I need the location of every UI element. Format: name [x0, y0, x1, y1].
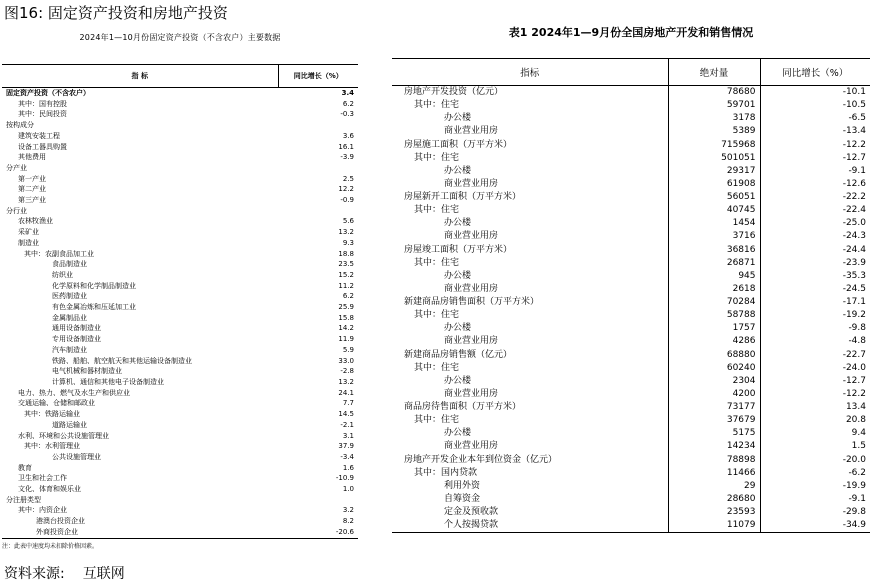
row-yoy: -22.2 — [760, 191, 870, 204]
table-row — [392, 467, 870, 480]
row-value: 2.5 — [342, 174, 354, 183]
table-row — [2, 109, 358, 120]
row-absolute: 58788 — [668, 309, 760, 322]
row-absolute: 56051 — [668, 191, 760, 204]
row-yoy: -9.1 — [760, 165, 870, 178]
row-label: 固定资产投资（不含农户） — [6, 89, 90, 97]
row-yoy: -34.9 — [760, 519, 870, 533]
row-label: 新建商品房销售额（亿元） — [404, 349, 513, 360]
row-label: 电气机械和器材制造业 — [52, 367, 122, 376]
table-row — [392, 388, 870, 401]
table-row — [392, 440, 870, 453]
row-absolute: 715968 — [668, 139, 760, 152]
table-row — [2, 377, 358, 388]
row-value: -20.6 — [278, 527, 358, 538]
row-absolute: 70284 — [668, 296, 760, 309]
row-label: 个人按揭贷款 — [392, 519, 668, 533]
row-label: 分行业 — [6, 206, 27, 215]
row-label: 金属制品业 — [52, 313, 87, 322]
row-value: 33.0 — [338, 356, 354, 365]
row-label: 按构成分 — [6, 121, 34, 130]
table-row — [2, 120, 358, 131]
table-row — [392, 480, 870, 493]
row-yoy: -12.2 — [760, 388, 870, 401]
table-row — [2, 270, 358, 281]
row-absolute: 2618 — [668, 283, 760, 296]
table-row — [392, 125, 870, 138]
row-label: 商业营业用房 — [444, 126, 499, 137]
row-label: 自筹资金 — [444, 493, 481, 504]
left-table-subtitle: 2024年1—10月份固定资产投资（不含农户）主要数据 — [79, 33, 281, 42]
row-absolute: 78680 — [668, 86, 760, 100]
row-absolute: 37679 — [668, 414, 760, 427]
table-row — [2, 334, 358, 345]
row-label: 医药制造业 — [52, 292, 87, 301]
row-label: 制造业 — [18, 238, 39, 247]
row-value: 11.2 — [338, 281, 354, 290]
row-absolute: 61908 — [668, 178, 760, 191]
row-value: 37.9 — [338, 442, 354, 451]
table-row — [392, 152, 870, 165]
row-yoy: -22.7 — [760, 349, 870, 362]
row-value: 6.2 — [342, 99, 354, 108]
table-row — [392, 309, 870, 322]
row-yoy: 9.4 — [760, 427, 870, 440]
table-row — [2, 216, 358, 227]
row-absolute: 5175 — [668, 427, 760, 440]
row-absolute: 501051 — [668, 152, 760, 165]
row-value: 5.9 — [342, 345, 354, 354]
row-value: -3.4 — [340, 452, 354, 461]
row-label: 外商投资企业 — [2, 527, 278, 538]
row-value: 9.3 — [342, 238, 354, 247]
left-header-yoy: 同比增长（%） — [278, 65, 358, 88]
table-row — [2, 88, 358, 99]
row-yoy: -19.9 — [760, 480, 870, 493]
row-absolute: 23593 — [668, 506, 760, 519]
row-yoy: -17.1 — [760, 296, 870, 309]
row-absolute: 60240 — [668, 362, 760, 375]
row-label: 其中：铁路运输业 — [24, 410, 80, 419]
right-header-absolute: 绝对量 — [668, 59, 760, 86]
table-row — [392, 139, 870, 152]
table-row — [2, 291, 358, 302]
right-header-indicator: 指标 — [392, 59, 668, 86]
table-row — [2, 313, 358, 324]
table-row — [2, 152, 358, 163]
row-yoy: -24.4 — [760, 244, 870, 257]
row-label: 房屋施工面积（万平方米） — [404, 139, 513, 150]
table-row — [392, 506, 870, 519]
row-label: 新建商品房销售面积（万平方米） — [404, 297, 540, 307]
table-row — [392, 454, 870, 467]
row-label: 其中：住宅 — [414, 257, 460, 268]
row-label: 商业营业用房 — [444, 231, 499, 242]
row-label: 专用设备制造业 — [52, 335, 101, 344]
row-label: 化学原料和化学制品制造业 — [52, 281, 136, 290]
row-yoy: -12.7 — [760, 152, 870, 165]
real-estate-table — [392, 58, 870, 533]
table-row — [2, 281, 358, 292]
row-label: 办公楼 — [444, 218, 472, 229]
row-value — [278, 120, 358, 131]
row-absolute: 14234 — [668, 440, 760, 453]
right-table-caption: 表1 2024年1—9月份全国房地产开发和销售情况 — [508, 26, 754, 39]
table-row — [2, 431, 358, 442]
row-label: 铁路、船舶、航空航天和其他运输设备制造业 — [52, 356, 192, 365]
table-row — [2, 302, 358, 313]
row-label: 其中：水利管理业 — [24, 442, 80, 451]
row-value: 5.6 — [342, 217, 354, 226]
row-absolute: 3178 — [668, 112, 760, 125]
row-yoy: 1.5 — [760, 440, 870, 453]
row-value: 14.5 — [338, 410, 354, 419]
fixed-asset-investment-table — [2, 64, 358, 539]
table-row — [392, 296, 870, 309]
table-row — [392, 401, 870, 414]
row-absolute: 5389 — [668, 125, 760, 138]
row-label: 房屋竣工面积（万平方米） — [404, 244, 513, 255]
row-absolute: 945 — [668, 270, 760, 283]
real-estate-table-panel — [392, 24, 870, 533]
row-label: 其中：住宅 — [414, 205, 460, 216]
row-absolute: 26871 — [668, 257, 760, 270]
row-value: 13.2 — [338, 228, 354, 237]
source-line — [4, 563, 125, 583]
row-label: 房地产开发投资（亿元） — [404, 87, 504, 97]
row-value: 15.8 — [338, 313, 354, 322]
row-value: 11.9 — [338, 335, 354, 344]
row-label: 文化、体育和娱乐业 — [18, 485, 81, 494]
row-absolute: 2304 — [668, 375, 760, 388]
row-label: 采矿业 — [18, 228, 39, 237]
row-label: 办公楼 — [444, 113, 472, 124]
fixed-asset-investment-table-panel — [2, 26, 358, 550]
row-label: 食品制造业 — [52, 260, 87, 269]
table-row — [392, 86, 870, 100]
row-yoy: -19.2 — [760, 309, 870, 322]
row-label: 商业营业用房 — [444, 336, 499, 347]
row-value: 3.6 — [342, 131, 354, 140]
table-row — [392, 230, 870, 243]
row-label: 其中：住宅 — [414, 100, 460, 111]
row-label: 其中：住宅 — [414, 152, 460, 163]
row-value: 3.1 — [342, 431, 354, 440]
row-absolute: 28680 — [668, 493, 760, 506]
table-row — [392, 493, 870, 506]
row-value: -0.3 — [340, 110, 354, 119]
row-label: 其中：内资企业 — [18, 506, 67, 515]
row-label: 港澳台投资企业 — [36, 517, 85, 526]
table-row — [2, 473, 358, 484]
table-row — [2, 174, 358, 185]
left-table-note: 注：此表中速度均未扣除价格因素。 — [2, 542, 99, 550]
row-yoy: -24.0 — [760, 362, 870, 375]
row-value: 16.1 — [338, 142, 354, 151]
table-row — [2, 249, 358, 260]
source-label: 资料来源: — [4, 566, 65, 582]
table-row — [392, 178, 870, 191]
row-value: -0.9 — [340, 196, 354, 205]
row-label: 办公楼 — [444, 165, 472, 176]
row-label: 第三产业 — [18, 196, 46, 205]
row-yoy: -23.9 — [760, 257, 870, 270]
right-header-yoy: 同比增长（%） — [760, 59, 870, 86]
row-value: -3.9 — [340, 153, 354, 162]
row-yoy: -9.1 — [760, 493, 870, 506]
table-row — [392, 99, 870, 112]
table-row — [2, 99, 358, 110]
row-yoy: -10.5 — [760, 99, 870, 112]
table-row — [2, 238, 358, 249]
row-absolute: 4286 — [668, 335, 760, 348]
row-label: 有色金属冶炼和压延加工业 — [52, 303, 136, 312]
row-yoy: -24.3 — [760, 230, 870, 243]
row-value: 15.2 — [338, 270, 354, 279]
row-yoy: -6.5 — [760, 112, 870, 125]
table-row — [2, 495, 358, 506]
row-value: 1.0 — [342, 485, 354, 494]
table-row — [392, 165, 870, 178]
row-absolute: 1757 — [668, 322, 760, 335]
table-row — [2, 398, 358, 409]
row-absolute: 29317 — [668, 165, 760, 178]
row-yoy: -29.8 — [760, 506, 870, 519]
row-value: 24.1 — [338, 388, 354, 397]
row-label: 利用外资 — [444, 480, 481, 491]
row-absolute: 29 — [668, 480, 760, 493]
row-value — [278, 163, 358, 174]
row-value: 13.2 — [338, 377, 354, 386]
table-row — [392, 375, 870, 388]
row-label: 通用设备制造业 — [52, 324, 101, 333]
row-yoy: 20.8 — [760, 414, 870, 427]
row-label: 第二产业 — [18, 185, 46, 194]
row-label: 建筑安装工程 — [18, 131, 60, 140]
row-label: 计算机、通信和其他电子设备制造业 — [52, 377, 164, 386]
row-value: 18.8 — [338, 249, 354, 258]
row-yoy: -12.2 — [760, 139, 870, 152]
row-label: 商品房待售面积（万平方米） — [404, 402, 522, 412]
row-label: 电力、热力、燃气及水生产和供应业 — [18, 388, 130, 397]
row-label: 教育 — [18, 463, 32, 472]
row-label: 其他费用 — [18, 153, 46, 162]
row-value: 25.9 — [338, 303, 354, 312]
row-yoy: -25.0 — [760, 217, 870, 230]
table-row — [392, 283, 870, 296]
row-value: 12.2 — [338, 185, 354, 194]
row-value: 6.2 — [342, 292, 354, 301]
row-label: 设备工器具购置 — [18, 142, 67, 151]
table-row — [392, 519, 870, 533]
row-label: 房地产开发企业本年到位资金（亿元） — [404, 454, 558, 465]
row-yoy: -12.7 — [760, 375, 870, 388]
row-yoy: -20.0 — [760, 454, 870, 467]
table-row — [2, 441, 358, 452]
table-row — [392, 414, 870, 427]
row-label: 其中：住宅 — [414, 415, 460, 426]
row-label: 其中：住宅 — [414, 362, 460, 373]
table-row — [392, 191, 870, 204]
table-row — [392, 349, 870, 362]
row-label: 交通运输、仓储和邮政业 — [18, 399, 95, 408]
row-absolute: 40745 — [668, 204, 760, 217]
row-label: 办公楼 — [444, 375, 472, 386]
table-row — [2, 420, 358, 431]
row-value: -10.9 — [335, 474, 354, 483]
table-row — [2, 484, 358, 495]
table-row — [2, 206, 358, 217]
row-absolute: 11079 — [668, 519, 760, 533]
row-value: 7.7 — [342, 399, 354, 408]
table-row — [2, 463, 358, 474]
row-value: 3.2 — [342, 506, 354, 515]
row-value: -2.8 — [340, 367, 354, 376]
row-value: 1.6 — [342, 463, 354, 472]
row-absolute: 3716 — [668, 230, 760, 243]
row-absolute: 36816 — [668, 244, 760, 257]
row-label: 商业营业用房 — [444, 441, 499, 452]
row-yoy: -9.8 — [760, 322, 870, 335]
row-yoy: -10.1 — [760, 86, 870, 100]
table-row — [392, 204, 870, 217]
table-row — [2, 163, 358, 174]
figure-title: 图16: 固定资产投资和房地产投资 — [4, 4, 228, 22]
row-label: 道路运输业 — [52, 420, 87, 429]
row-label: 公共设施管理业 — [52, 452, 101, 461]
row-value: 14.2 — [338, 324, 354, 333]
table-row — [2, 527, 358, 538]
row-label: 办公楼 — [444, 323, 472, 334]
row-label: 办公楼 — [444, 270, 472, 281]
row-label: 其中：国内贷款 — [414, 467, 478, 478]
table-row — [2, 259, 358, 270]
row-value: 23.5 — [338, 260, 354, 269]
row-yoy: -22.4 — [760, 204, 870, 217]
row-absolute: 11466 — [668, 467, 760, 480]
row-yoy: -35.3 — [760, 270, 870, 283]
row-label: 第一产业 — [18, 174, 46, 183]
table-row — [392, 270, 870, 283]
table-row — [2, 227, 358, 238]
row-value: -2.1 — [340, 420, 354, 429]
row-label: 水利、环境和公共设施管理业 — [18, 431, 109, 440]
row-yoy: -6.2 — [760, 467, 870, 480]
row-label: 办公楼 — [444, 428, 472, 439]
table-row — [2, 409, 358, 420]
table-row — [392, 112, 870, 125]
row-value: 8.2 — [342, 517, 354, 526]
table-row — [2, 323, 358, 334]
row-absolute: 78898 — [668, 454, 760, 467]
row-label: 其中：国有控股 — [18, 99, 67, 108]
row-label: 其中：民间投资 — [18, 110, 67, 119]
source-value: 互联网 — [82, 566, 125, 582]
table-row — [2, 345, 358, 356]
table-row — [2, 366, 358, 377]
table-row — [2, 131, 358, 142]
table-row — [2, 505, 358, 516]
row-label: 分注册类型 — [6, 495, 41, 504]
row-yoy: -4.8 — [760, 335, 870, 348]
table-row — [2, 516, 358, 527]
row-label: 汽车制造业 — [52, 345, 87, 354]
table-row — [392, 427, 870, 440]
table-row — [392, 257, 870, 270]
row-absolute: 4200 — [668, 388, 760, 401]
row-yoy: 13.4 — [760, 401, 870, 414]
table-row — [2, 142, 358, 153]
row-label: 房屋新开工面积（万平方米） — [404, 192, 522, 202]
row-label: 纺织业 — [52, 270, 73, 279]
table-row — [2, 356, 358, 367]
row-absolute: 1454 — [668, 217, 760, 230]
table-row — [2, 184, 358, 195]
table-row — [2, 195, 358, 206]
row-label: 其中：住宅 — [414, 310, 460, 321]
row-label: 其中：农副食品加工业 — [24, 249, 94, 258]
table-row — [2, 388, 358, 399]
table-row — [392, 335, 870, 348]
left-header-indicator: 指 标 — [2, 65, 278, 88]
row-label: 商业营业用房 — [444, 283, 499, 294]
row-label: 卫生和社会工作 — [18, 474, 67, 483]
row-value — [278, 495, 358, 506]
row-label: 商业营业用房 — [444, 178, 499, 189]
row-absolute: 73177 — [668, 401, 760, 414]
table-row — [2, 452, 358, 463]
row-value: 3.4 — [341, 89, 354, 97]
row-absolute: 59701 — [668, 99, 760, 112]
table-row — [392, 244, 870, 257]
row-value — [278, 206, 358, 217]
row-absolute: 68880 — [668, 349, 760, 362]
row-yoy: -12.6 — [760, 178, 870, 191]
row-yoy: -13.4 — [760, 125, 870, 138]
row-yoy: -24.5 — [760, 283, 870, 296]
table-row — [392, 217, 870, 230]
row-label: 农林牧渔业 — [18, 217, 53, 226]
table-row — [392, 322, 870, 335]
row-label: 分产业 — [6, 163, 27, 172]
row-label: 定金及预收款 — [444, 507, 499, 517]
table-row — [392, 362, 870, 375]
row-label: 商业营业用房 — [444, 388, 499, 399]
